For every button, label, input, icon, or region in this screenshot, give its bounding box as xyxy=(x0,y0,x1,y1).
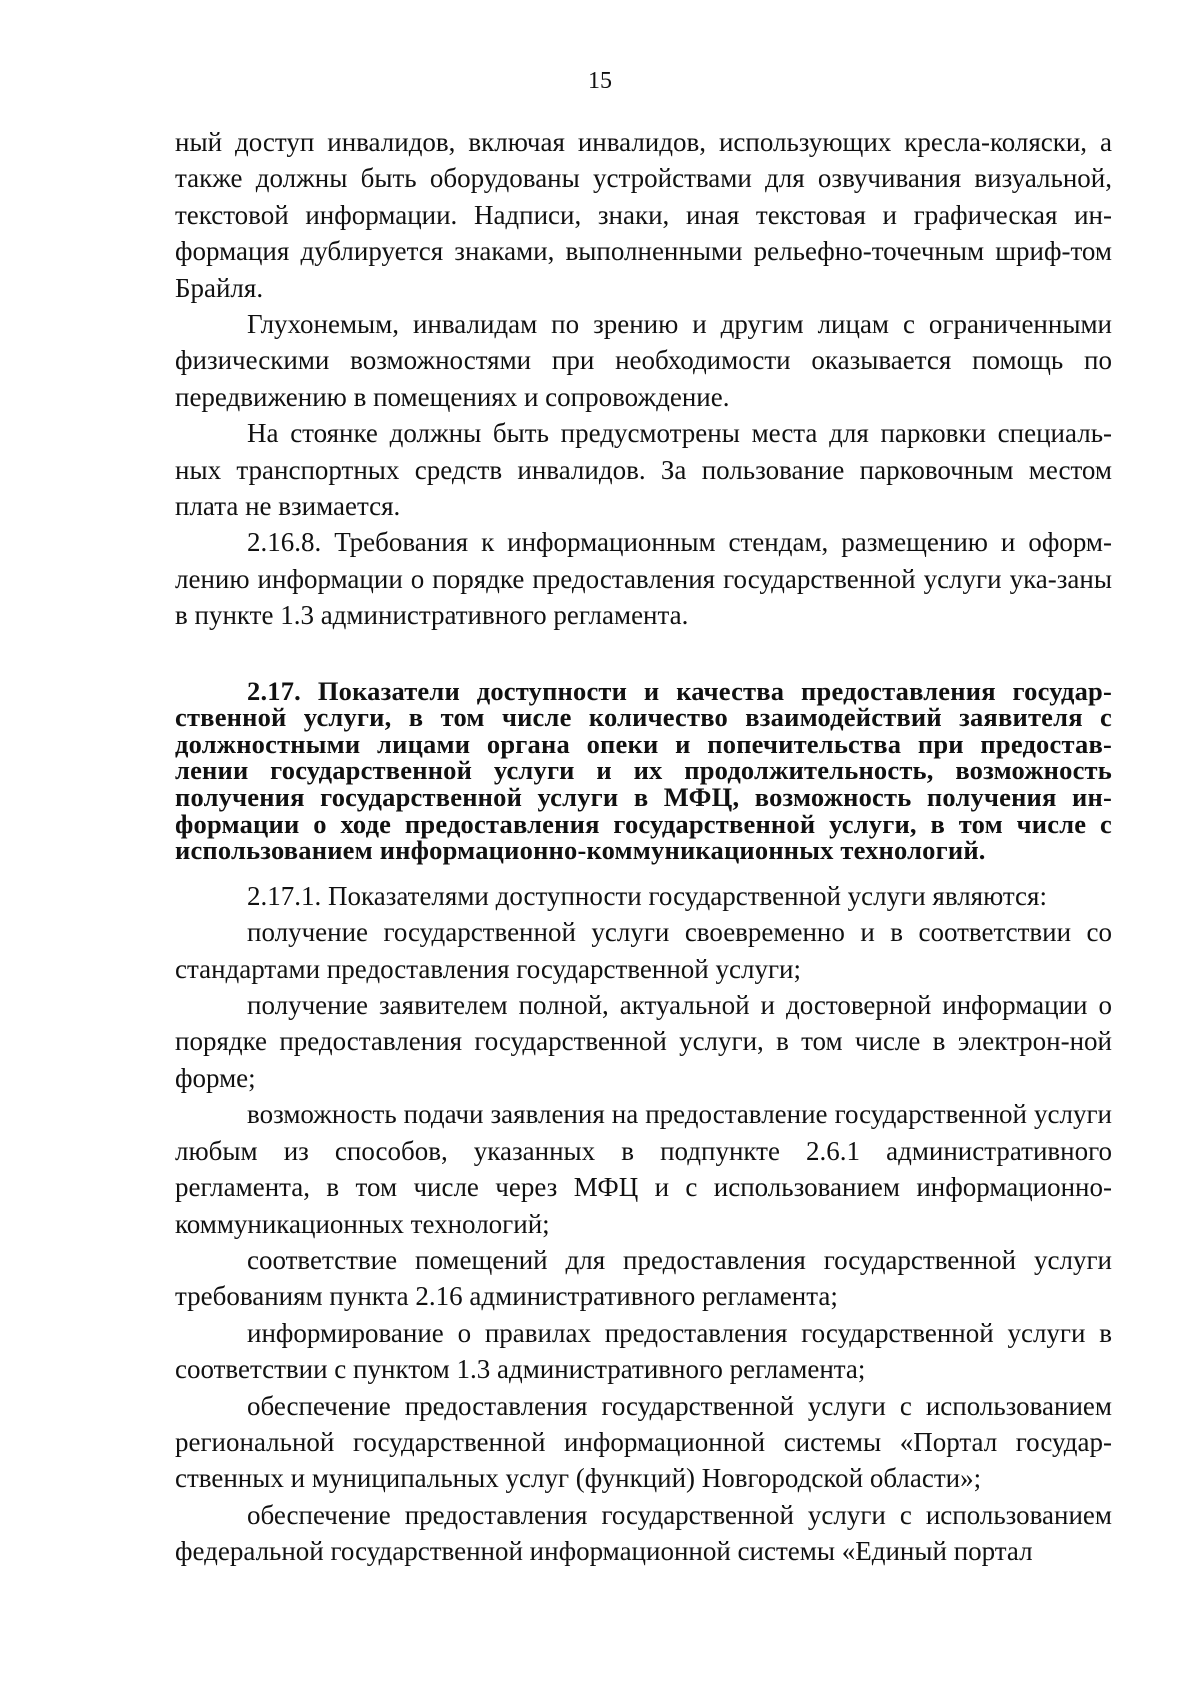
paragraph-continuation: ный доступ инвалидов, включая инвалидов, использующих кресла-коляски, а также должны быть оборудованы устройствами для озвучивания визуальной, текстовой информации. Надписи, знаки, иная текстовая и графическая ин-формация дублируется знаками, выполненными рельефно-точечным шриф-том Брайля. xyxy=(175,127,1112,303)
document-body xyxy=(175,124,1112,1570)
list-item: соответствие помещений для предоставления государственной услуги требованиям пункта 2.16 административного регламента; xyxy=(175,1244,1112,1312)
list-item: обеспечение предоставления государственной услуги с использованием федеральной государственной информационной системы «Единый портал xyxy=(175,1499,1112,1567)
paragraph-assistance: Глухонемым, инвалидам по зрению и другим лицам с ограниченными физическими возможностями при необходимости оказывается помощь по передвижению в помещениях и сопровождение. xyxy=(175,309,1112,412)
paragraph-2-16-8: 2.16.8. Требования к информационным стендам, размещению и оформ-лению информации о порядке предоставления государственной услуги ука-заны в пункте 1.3 административного регламента. xyxy=(175,527,1112,631)
list-item: получение государственной услуги своевременно и в соответствии со стандартами предоставления государственной услуги; xyxy=(175,917,1112,984)
paragraph-parking: На стоянке должны быть предусмотрены места для парковки специаль-ных транспортных средств инвалидов. За пользование парковочным местом плата не взимается. xyxy=(175,418,1112,522)
list-item: обеспечение предоставления государственной услуги с использованием региональной государственной информационной системы «Портал государ-ственных и муниципальных услуг (функций) Новгородской области»; xyxy=(175,1390,1112,1494)
section-heading-2-17: 2.17. Показатели доступности и качества предоставления государ-ственной услуги, в том числе количество взаимодействий заявителя с должностными лицами органа опеки и попечительства при предостав-лении государственной услуги и их продолжительность, возможность получения государственной услуги в МФЦ, возможность получения ин-формации о ходе предоставления государственной услуги, в том числе с использованием информационно-коммуникационных технологий. xyxy=(175,675,1112,866)
list-item: возможность подачи заявления на предоставление государственной услуги любым из способов, указанных в подпункте 2.6.1 административного регламента, в том числе через МФЦ и с использованием информационно-коммуникационных технологий; xyxy=(175,1099,1112,1239)
page-number: 15 xyxy=(588,68,612,94)
list-item: информирование о правилах предоставления государственной услуги в соответствии с пунктом 1.3 административного регламента; xyxy=(175,1317,1112,1385)
list-item: получение заявителем полной, актуальной и достоверной информации о порядке предоставления государственной услуги, в том числе в электрон-ной форме; xyxy=(175,990,1112,1093)
paragraph-2-17-1: 2.17.1. Показателями доступности государственной услуги являются: xyxy=(247,880,1047,911)
